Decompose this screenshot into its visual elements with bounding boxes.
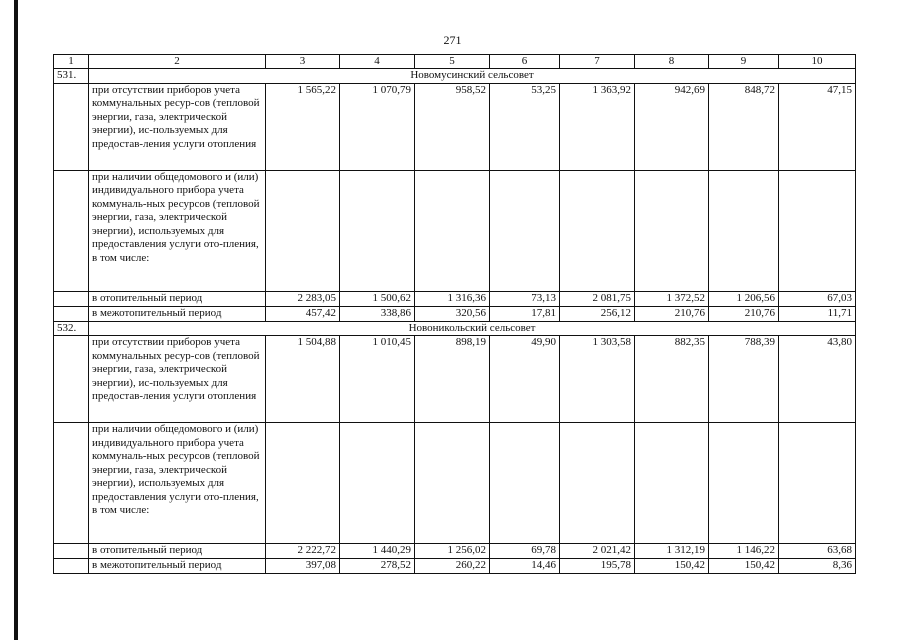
value-cell [709,423,779,544]
column-header-row [54,55,856,69]
value-cell: 1 372,52 [635,291,709,306]
value-cell: 195,78 [560,559,635,574]
row-label: в отопительный период [89,544,266,559]
value-cell: 2 283,05 [266,291,340,306]
value-cell: 2 081,75 [560,291,635,306]
value-cell [779,170,856,291]
row-number-cell [54,559,89,574]
value-cell: 1 504,88 [266,336,340,423]
section-row-number: 531. [54,69,89,84]
value-cell: 848,72 [709,83,779,170]
row-label: при наличии общедомового и (или) индивидуального прибора учета коммуналь-ных ресурсов (тепловой энергии, газа, электрической энергии), используемых для предоставления услуги ото-пления, в том числе: [89,423,266,544]
table-row [54,291,856,306]
value-cell: 1 312,19 [635,544,709,559]
value-cell: 8,36 [779,559,856,574]
value-cell: 1 206,56 [709,291,779,306]
value-cell: 11,71 [779,306,856,321]
column-header: 4 [340,55,415,69]
value-cell: 14,46 [490,559,560,574]
table-row [54,559,856,574]
table-row [54,83,856,170]
column-header: 8 [635,55,709,69]
value-cell: 210,76 [709,306,779,321]
row-number-cell [54,423,89,544]
value-cell: 788,39 [709,336,779,423]
value-cell: 256,12 [560,306,635,321]
column-header: 7 [560,55,635,69]
row-label: при отсутствии приборов учета коммунальных ресур-сов (тепловой энергии, газа, электрической энергии), ис-пользуемых для предостав-ления услуги отопления [89,336,266,423]
value-cell: 958,52 [415,83,490,170]
table-row [54,170,856,291]
value-cell: 63,68 [779,544,856,559]
value-cell: 1 440,29 [340,544,415,559]
value-cell [415,423,490,544]
value-cell: 1 146,22 [709,544,779,559]
value-cell: 17,81 [490,306,560,321]
value-cell: 260,22 [415,559,490,574]
value-cell: 43,80 [779,336,856,423]
row-number-cell [54,170,89,291]
value-cell: 397,08 [266,559,340,574]
value-cell [415,170,490,291]
value-cell: 49,90 [490,336,560,423]
value-cell: 1 010,45 [340,336,415,423]
row-label: при наличии общедомового и (или) индивидуального прибора учета коммуналь-ных ресурсов (тепловой энергии, газа, электрической энергии), используемых для предоставления услуги ото-пления, в том числе: [89,170,266,291]
section-name: Новоникольский сельсовет [89,321,856,336]
value-cell: 320,56 [415,306,490,321]
value-cell [490,423,560,544]
column-header: 6 [490,55,560,69]
tariff-table [53,54,856,574]
value-cell: 2 021,42 [560,544,635,559]
table-row [54,306,856,321]
column-header: 9 [709,55,779,69]
value-cell [490,170,560,291]
row-label: при отсутствии приборов учета коммунальных ресур-сов (тепловой энергии, газа, электрической энергии), ис-пользуемых для предостав-ления услуги отопления [89,83,266,170]
value-cell: 73,13 [490,291,560,306]
row-number-cell [54,291,89,306]
value-cell: 150,42 [709,559,779,574]
value-cell: 898,19 [415,336,490,423]
row-number-cell [54,83,89,170]
row-number-cell [54,544,89,559]
value-cell: 1 070,79 [340,83,415,170]
value-cell: 69,78 [490,544,560,559]
value-cell [635,170,709,291]
value-cell: 338,86 [340,306,415,321]
value-cell: 1 363,92 [560,83,635,170]
value-cell: 1 303,58 [560,336,635,423]
value-cell: 2 222,72 [266,544,340,559]
value-cell: 1 316,36 [415,291,490,306]
row-label: в межотопительный период [89,559,266,574]
value-cell: 942,69 [635,83,709,170]
row-number-cell [54,336,89,423]
page-number: 271 [443,33,462,47]
value-cell: 882,35 [635,336,709,423]
table-row [54,336,856,423]
table-body [54,55,856,574]
value-cell [560,423,635,544]
column-header: 3 [266,55,340,69]
value-cell: 278,52 [340,559,415,574]
value-cell: 1 565,22 [266,83,340,170]
section-name: Новомусинский сельсовет [89,69,856,84]
value-cell [560,170,635,291]
table-row [54,544,856,559]
value-cell: 1 500,62 [340,291,415,306]
column-header: 1 [54,55,89,69]
value-cell: 457,42 [266,306,340,321]
section-row-number: 532. [54,321,89,336]
table-row [54,423,856,544]
value-cell: 47,15 [779,83,856,170]
column-header: 5 [415,55,490,69]
section-header-row [54,321,856,336]
value-cell: 67,03 [779,291,856,306]
section-header-row [54,69,856,84]
row-label: в межотопительный период [89,306,266,321]
value-cell [340,423,415,544]
value-cell [266,423,340,544]
value-cell [266,170,340,291]
value-cell [340,170,415,291]
row-number-cell [54,306,89,321]
value-cell: 210,76 [635,306,709,321]
column-header: 2 [89,55,266,69]
page-edge-bar [14,0,18,640]
value-cell [709,170,779,291]
value-cell: 1 256,02 [415,544,490,559]
value-cell: 150,42 [635,559,709,574]
value-cell: 53,25 [490,83,560,170]
column-header: 10 [779,55,856,69]
row-label: в отопительный период [89,291,266,306]
value-cell [779,423,856,544]
value-cell [635,423,709,544]
